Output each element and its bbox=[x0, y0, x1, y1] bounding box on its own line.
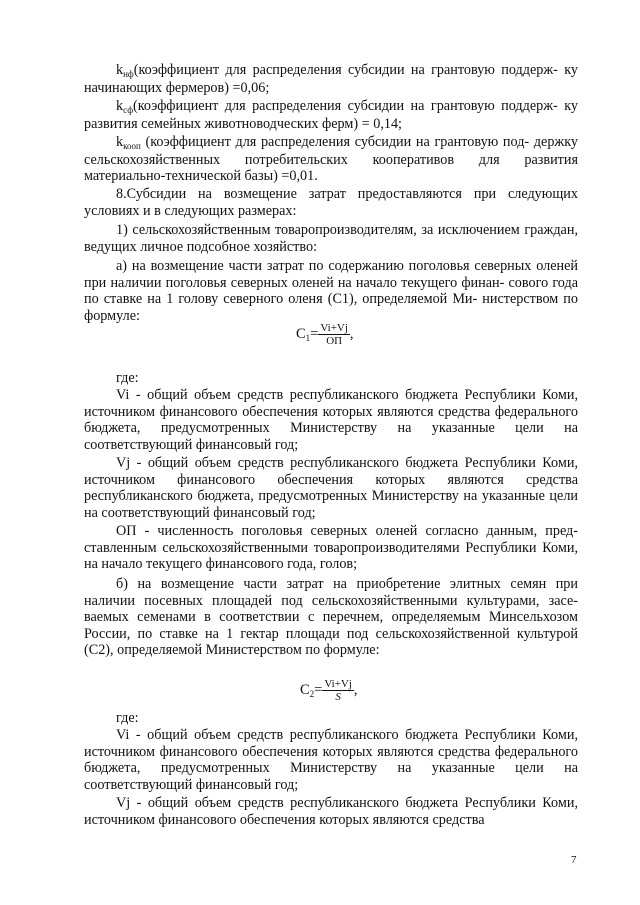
formula-numerator: Vi+Vj bbox=[320, 322, 348, 334]
formula-comma: , bbox=[353, 681, 358, 698]
paragraph-1: 1) сельскохозяйственным товаропроизводителям, за исключением граждан, ведущих личное подсобное хозяйство: bbox=[84, 222, 578, 255]
paragraph-b: б) на возмещение части затрат на приобретение элитных семян при наличии посевных площадей под сельскохозяйственными культурами, засе- ваемых семенами в соответствии с перечнем, определяемым Минсельхозом России, по ставке на 1 гектар площади под сельскохозяйственной культурой (С2), определяемой Министерством по формуле: bbox=[84, 576, 578, 659]
coef-symbol: k bbox=[116, 62, 124, 78]
coef-text: (коэффициент для распределения субсидии на грантовую поддерж- ку начинающих фермеров) =0,06; bbox=[84, 62, 578, 96]
formula-equals: = bbox=[310, 325, 319, 342]
paragraph-vi-2: Vi - общий объем средств республиканского бюджета Республики Коми, источником финансового обеспечения которых являются средства федерального бюджета, предусмотренных Министерству на указанные цели на соответствующий финансовый год; bbox=[84, 727, 578, 793]
formula-denominator: S bbox=[335, 691, 341, 703]
formula-fraction bbox=[322, 678, 354, 703]
coef-subscript: сф bbox=[123, 105, 134, 115]
formula-fraction bbox=[318, 322, 350, 347]
paragraph-k-sf bbox=[84, 98, 578, 132]
paragraph-vj-2: Vj - общий объем средств республиканского бюджета Республики Коми, источником финансового обеспечения которых являются средства bbox=[84, 795, 578, 828]
where-label-2: где: bbox=[116, 710, 139, 726]
formula-comma: , bbox=[349, 325, 354, 342]
coef-symbol: k bbox=[116, 98, 124, 114]
formula-lhs-subscript: 1 bbox=[305, 332, 311, 343]
formula-c1 bbox=[296, 322, 354, 347]
coef-text: (коэффициент для распределения субсидии на грантовую под- держку сельскохозяйственных потребительских кооперативов для развития материально-технической базы) =0,01. bbox=[84, 134, 578, 185]
paragraph-vi-1: Vi - общий объем средств республиканского бюджета Республики Коми, источником финансового обеспечения которых являются средства федерального бюджета, предусмотренных Министерству на указанные цели на соответствующий финансовый год; bbox=[84, 387, 578, 453]
paragraph-a: а) на возмещение части затрат по содержанию поголовья северных оленей при наличии поголовья северных оленей на начало текущего финан- сового года по ставке на 1 голову северного оленя (С1), определяемой Ми- нистерством по формуле: bbox=[84, 258, 578, 324]
paragraph-8: 8.Субсидии на возмещение затрат предоставляются при следующих условиях и в следующих размерах: bbox=[84, 186, 578, 219]
coef-symbol: k bbox=[116, 134, 124, 150]
formula-denominator: ОП bbox=[326, 335, 343, 347]
formula-lhs: C bbox=[296, 325, 306, 342]
coef-subscript: кооп bbox=[123, 141, 141, 151]
coef-text: (коэффициент для распределения субсидии на грантовую поддерж- ку развития семейных животноводческих ферм) = 0,14; bbox=[84, 98, 578, 132]
formula-c2 bbox=[300, 678, 358, 703]
formula-lhs: C bbox=[300, 681, 310, 698]
page-number: 7 bbox=[571, 854, 577, 866]
paragraph-k-nf bbox=[84, 62, 578, 96]
formula-numerator: Vi+Vj bbox=[324, 678, 352, 690]
coef-subscript: нф bbox=[123, 69, 134, 79]
paragraph-op: ОП - численность поголовья северных оленей согласно данным, пред- ставленным сельскохозяйственными товаропроизводителями Республики Коми, на начало текущего финансового года, голов; bbox=[84, 523, 578, 573]
paragraph-vj-1: Vj - общий объем средств республиканского бюджета Республики Коми, источником финансового обеспечения которых являются средства республиканского бюджета, предусмотренных Министерству на указанные цели на соответствующий финансовый год; bbox=[84, 455, 578, 521]
where-label-1: где: bbox=[116, 370, 139, 386]
formula-equals: = bbox=[314, 681, 323, 698]
formula-lhs-subscript: 2 bbox=[309, 688, 315, 699]
paragraph-k-koop bbox=[84, 134, 578, 185]
